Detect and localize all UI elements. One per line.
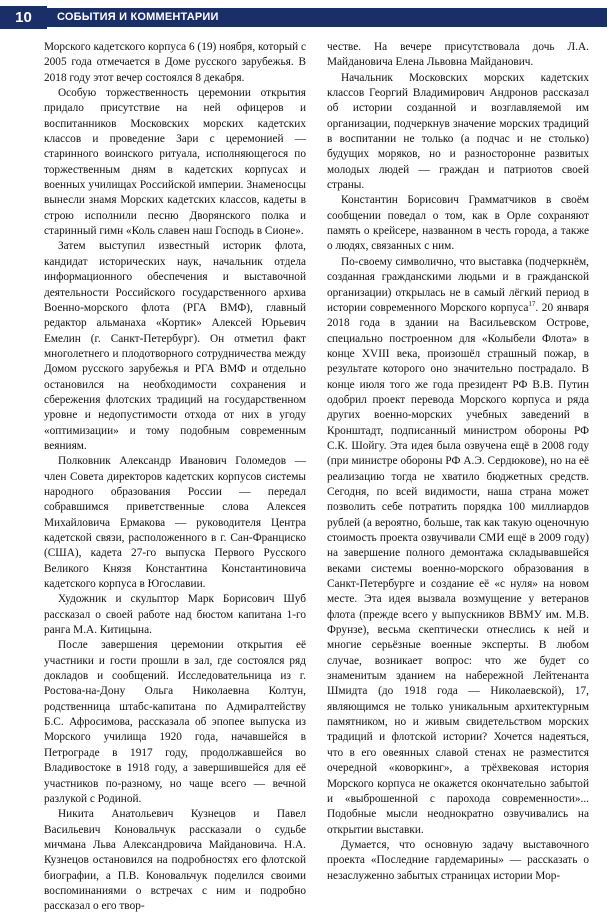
paragraph: Особую торжественность церемонии открытия придало присутствие на ней офицеров и воспитанников Московских морских кадетских классов и проведение Зари с церемонией — старинного воинского ритуала, исполняющегося по торжественным дням в кадетских корпусах и военных училищах Российской империи. Знаменосцы вынесли знамя Морских кадетских классов, кадеты в строю исполнили песню Дворянского полка и старинный гимн «Коль славен наш Господь в Сионе». xyxy=(44,87,306,238)
paragraph-text: По-своему символично, что выставка (подчеркнём, созданная гражданскими людьми и в гражданской организации) открылась не в самый лёгкий период в истории современного Морского корпуса xyxy=(327,255,589,314)
paragraph: После завершения церемонии открытия её участники и гости прошли в зал, где состоялся ряд докладов и сообщений. Исследовательница из г. Ростова-на-Дону Ольга Николаевна Колтун, родственница штабс-капитана по Адмиралтейству Б.С. Афросимова, рассказала об эпопее выпуска из Морского училища 1920 года, начавшейся в Петрограде в 1917 году, продолжавшейся во Владивостоке в 1918 году, а завершившейся для её участников по-разному, но чаще всего — вечной разлукой с Родиной. xyxy=(44,639,306,805)
paragraph: Никита Анатольевич Кузнецов и Павел Васильевич Коновальчук рассказали о судьбе мичмана Льва Александровича Майдановича. Н.А. Кузнецов остановился на подробностях его флотской биографии, а П.В. Коновальчук поделился своими воспоминаниями о встречах с ним и подробно рассказал о его твор- xyxy=(44,808,306,913)
page-header xyxy=(0,0,615,36)
paragraph: Начальник Московских морских кадетских классов Георгий Владимирович Андронов рассказал об истории созданной и возглавляемой им организации, подчеркнув значение морских традиций в воспитании не только (а подчас и не столько) будущих моряков, но и разносторонне развитых молодых людей — граждан и патриотов своей страны. xyxy=(327,71,589,192)
paragraph: Морского кадетского корпуса 6 (19) ноября, который с 2005 года отмечается в Доме русского зарубежья. В 2018 году этот вечер состоялся 8 декабря. xyxy=(44,41,306,84)
paragraph-text: . 20 января 2018 года в здании на Васильевском Острове, специально построенном для «Колыбели Флота» в конце XVIII века, произошёл страшный пожар, в результате которого оно значительно пострадало. В конце июля того же года президент РФ В.В. Путин одобрил проект перевода Морского корпуса и ряда других военно-морских учебных заведений в Кронштадт, подписанный министром обороны РФ С.К. Шойгу. Эта идея была озвучена ещё в 2008 году (при министре обороны РФ А.Э. Сердюкове), но на её реализацию тогда не хватило бюджетных средств. Сегодня, по всей видимости, наша страна может позволить себе потратить порядка 100 миллиардов рублей (а вероятно, больше, так как такую оценочную стоимость проекта озвучивали СМИ ещё в 2009 году) на завершение полного демонтажа складывавшейся веками системы военно-морского образования в Санкт-Петербурге и создание её «с нуля» на новом месте. Эта идея вызвала возмущение у ветеранов флота (прежде всего у выпускников ВВМУ им. М.В. Фрунзе), весьма скептически отнеслись к ней и многие серьёзные военные эксперты. В любом случае, возникает вопрос: что же будет со знаменитым зданием на набережной Лейтенанта Шмидта (до 1918 года — Николаевской), 17, являющимся не только уникальным архитектурным памятником, но и живым свидетельством морских традиций и флотской истории? Хочется надеяться, что в его овеянных славой стенах не разместится очередной «коворкинг», а трёхвековая история Морского корпуса не окажется окончательно забытой и «выброшенной с парохода современности»... Подобные мысли неоднократно озвучивались на открытии выставки. xyxy=(327,301,589,836)
paragraph: Думается, что основную задачу выставочного проекта «Последние гардемарины» — рассказать о незаслуженно забытых страницах истории Мор- xyxy=(327,838,589,882)
paragraph: Затем выступил известный историк флота, кандидат исторических наук, начальник отдела информационного обеспечения и выставочной деятельности Российского государственного архива Военно-морского флота (РГА ВМФ), главный редактор альманаха «Кортик» Алексей Юрьевич Емелин (г. Санкт-Петербург). Он отметил факт многолетнего и плодотворного сотрудничества между Домом русского зарубежья и РГА ВМФ и отдельно остановился на необходимости сохранения и сбережения флотских традиций на государственном уровне и недопустимости отхода от них в угоду «оптимизации» и тому подобным современным веяниям. xyxy=(44,240,306,452)
right-column xyxy=(327,40,589,882)
paragraph: честве. На вечере присутствовала дочь Л.А. Майдановича Елена Львовна Майданович. xyxy=(327,41,589,69)
paragraph xyxy=(327,255,589,838)
left-column xyxy=(44,40,306,913)
footnote-ref: 17 xyxy=(528,300,536,309)
section-title: СОБЫТИЯ И КОММЕНТАРИИ xyxy=(47,8,607,27)
paragraph: Константин Борисович Грамматчиков в своём сообщении поведал о том, как в Орле сохраняют память о крейсере, названном в честь города, а также о людях, связанных с ним. xyxy=(327,194,589,253)
paragraph: Полковник Александр Иванович Голомедов — член Совета директоров кадетских корпусов системы народного образования России — передал собравшимся приветственные слова Алексея Михайловича Ермакова — руководителя Центра кадетской связи, расположенного в г. Сан-Франциско (США), кадета 27-го выпуска Первого Русского Великого Князя Константина Константиновича кадетского корпуса в Югославии. xyxy=(44,455,306,591)
page-number: 10 xyxy=(0,6,47,29)
article-body xyxy=(44,40,589,913)
paragraph: Художник и скульптор Марк Борисович Шуб рассказал о своей работе над бюстом капитана 1-го ранга М.А. Китицына. xyxy=(44,593,306,637)
